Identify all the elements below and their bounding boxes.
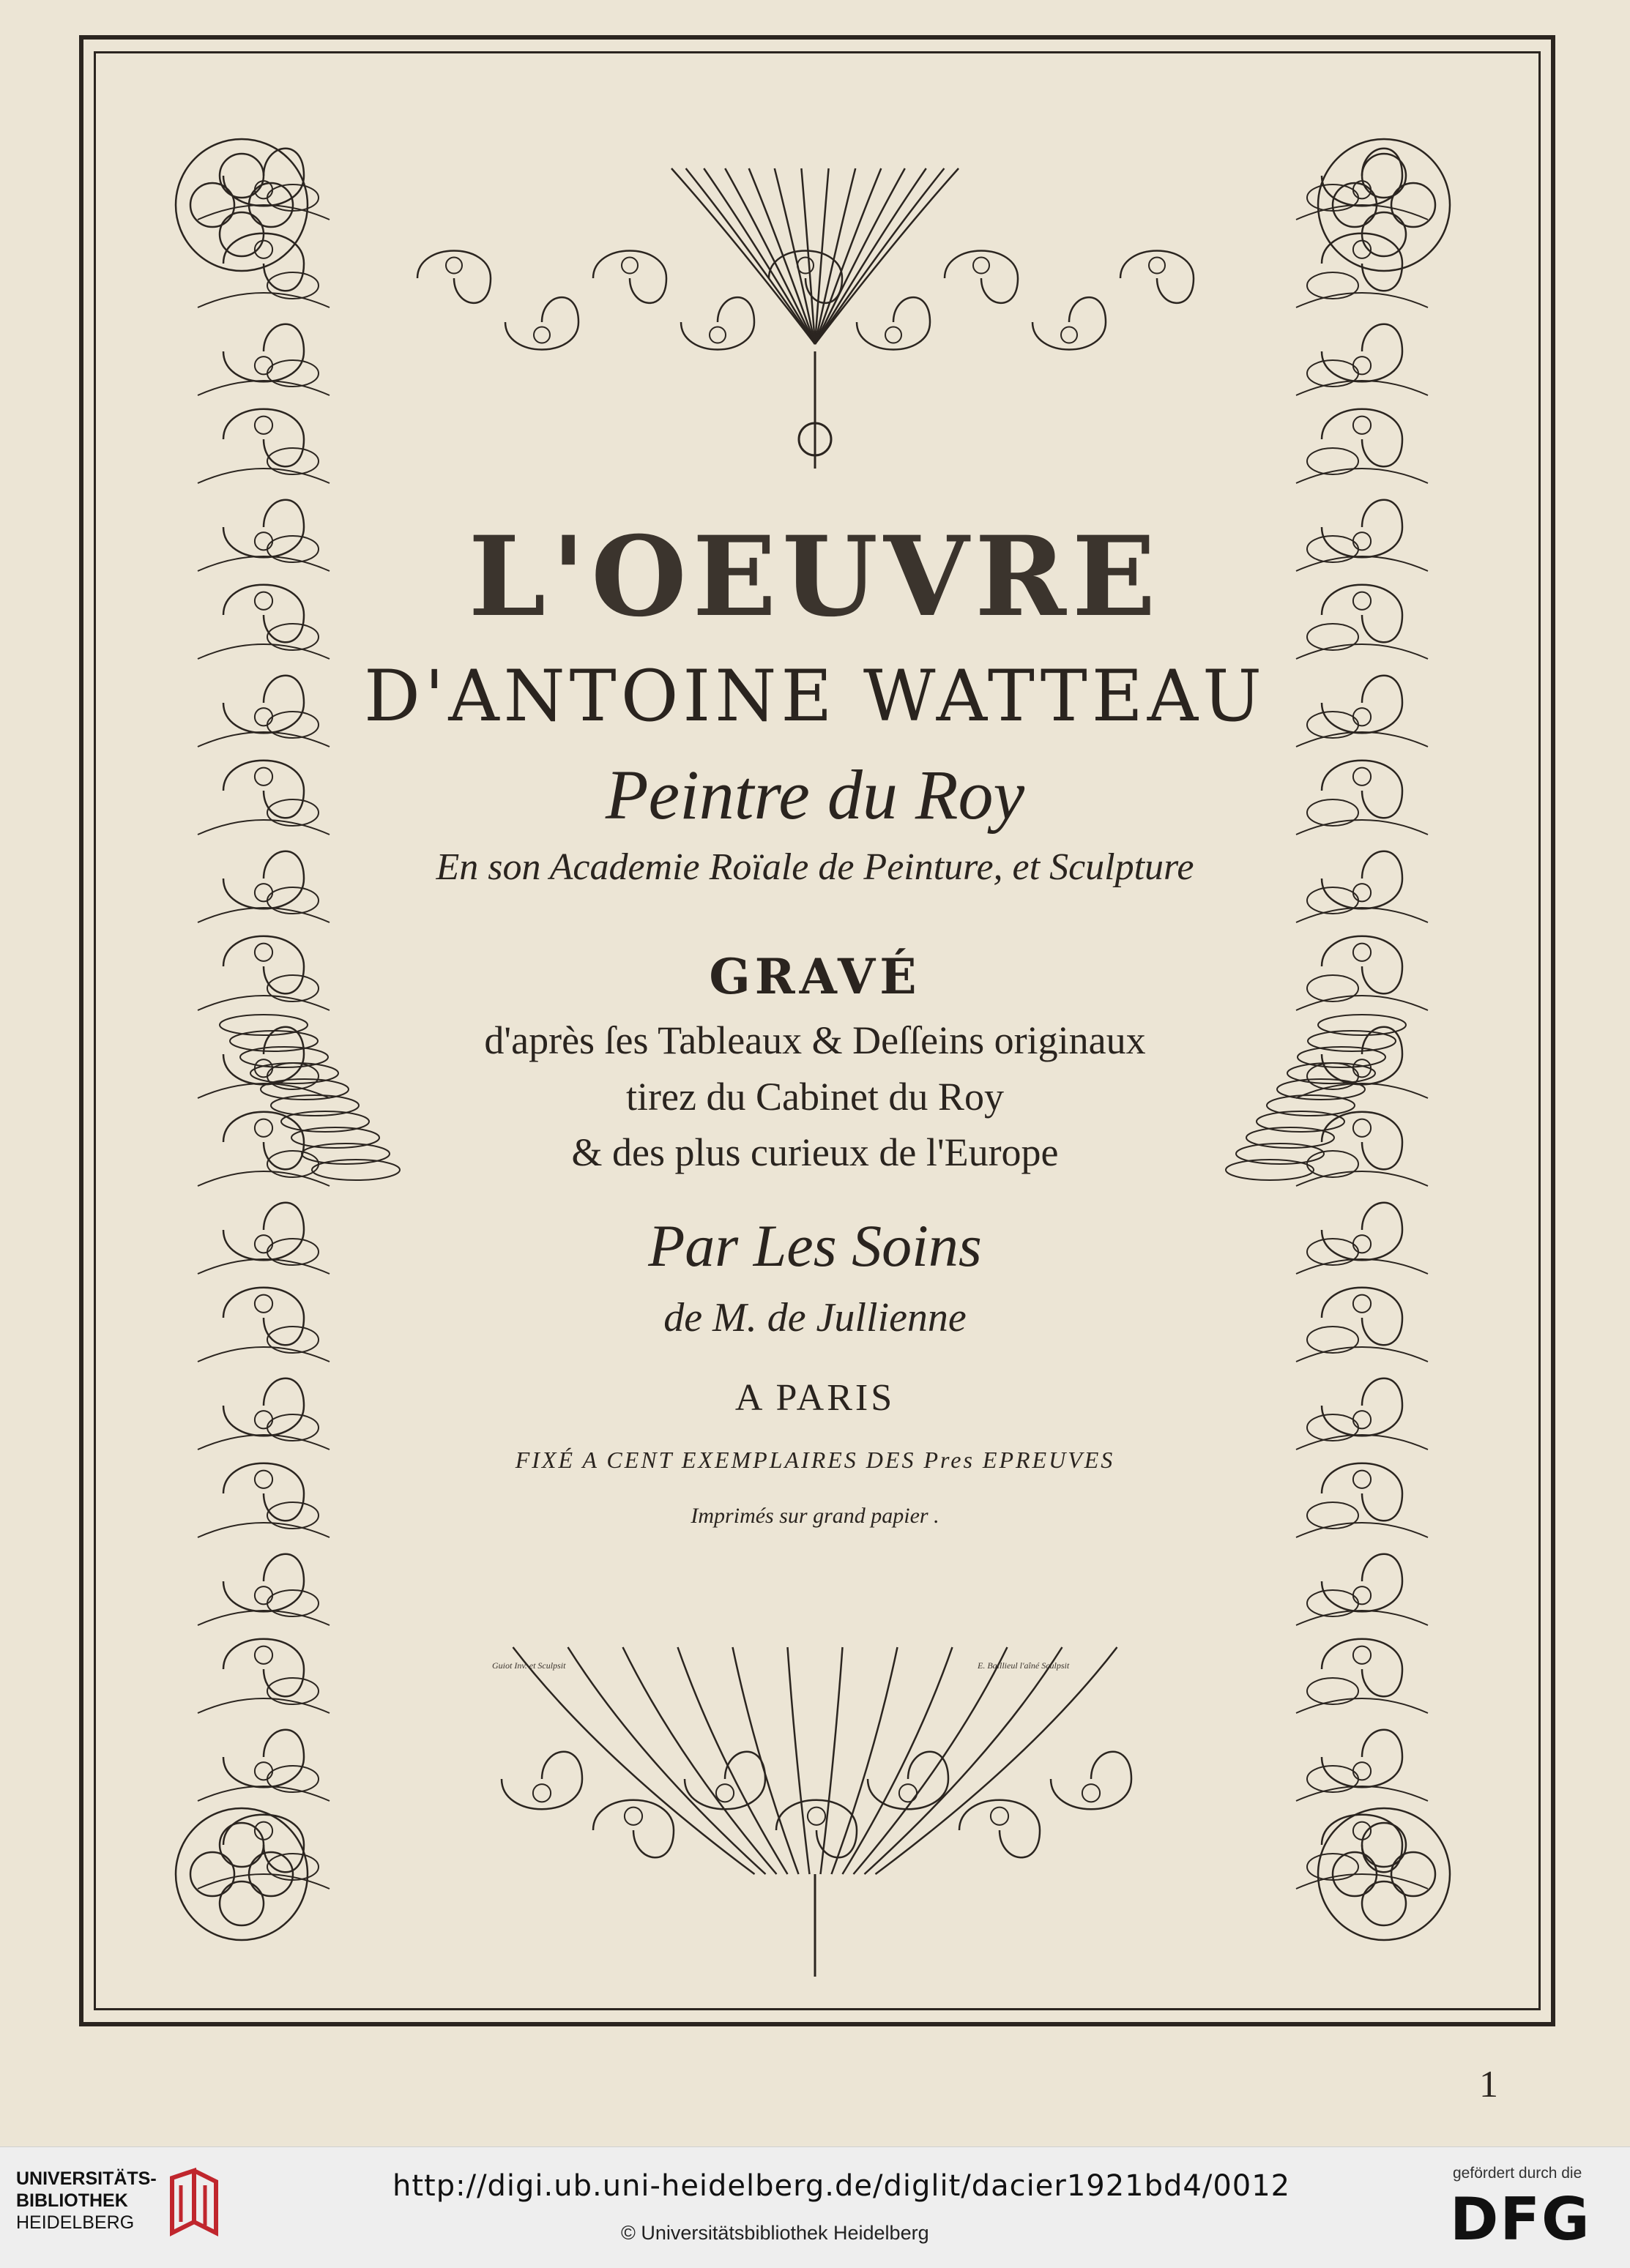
viewer-footer xyxy=(0,2146,1630,2268)
title-peintre-du-roy: Peintre du Roy xyxy=(605,756,1025,834)
institution-line-2: BIBLIOTHEK xyxy=(16,2190,128,2211)
page-number: 1 xyxy=(1479,2064,1498,2105)
dfg-logo-icon[interactable]: DFG xyxy=(1450,2185,1591,2253)
engraver-credit-right: E. Baillieul l'aîné Sculpsit xyxy=(978,1660,1070,1671)
de-jullienne: de M. de Jullienne xyxy=(663,1295,967,1340)
institution-line-1: UNIVERSITÄTS- xyxy=(16,2168,157,2189)
a-paris: A PARIS xyxy=(734,1377,896,1419)
ub-heidelberg-logo-icon[interactable] xyxy=(165,2163,223,2237)
description-line-3: & des plus curieux de l'Europe xyxy=(571,1130,1059,1174)
edition-note: FIXÉ A CENT EXEMPLAIRES DES Pres EPREUVES xyxy=(515,1447,1115,1473)
title-oeuvre: L'OEUVRE xyxy=(468,512,1162,641)
institution-name[interactable] xyxy=(16,2168,157,2234)
par-les-soins: Par Les Soins xyxy=(648,1212,982,1279)
title-antoine-watteau: D'ANTOINE WATTEAU xyxy=(363,655,1267,737)
grave-heading: GRAVÉ xyxy=(709,948,921,1005)
funding-label: gefördert durch die xyxy=(1453,2165,1582,2182)
description-line-1: d'après ſes Tableaux & Deſſeins originaux xyxy=(484,1018,1146,1062)
engraver-credit-left: Guiot Inv. et Sculpsit xyxy=(492,1660,566,1671)
permalink-url[interactable]: http://digi.ub.uni-heidelberg.de/diglit/dacier1921bd4/0012 xyxy=(392,2169,1291,2203)
description-line-2: tirez du Cabinet du Roy xyxy=(626,1075,1004,1119)
copyright-notice: © Universitätsbibliothek Heidelberg xyxy=(621,2222,929,2244)
institution-line-3: HEIDELBERG xyxy=(16,2212,135,2233)
paper-note: Imprimés sur grand papier . xyxy=(691,1504,939,1528)
academy-line: En son Academie Roïale de Peinture, et Sculpture xyxy=(436,846,1194,888)
